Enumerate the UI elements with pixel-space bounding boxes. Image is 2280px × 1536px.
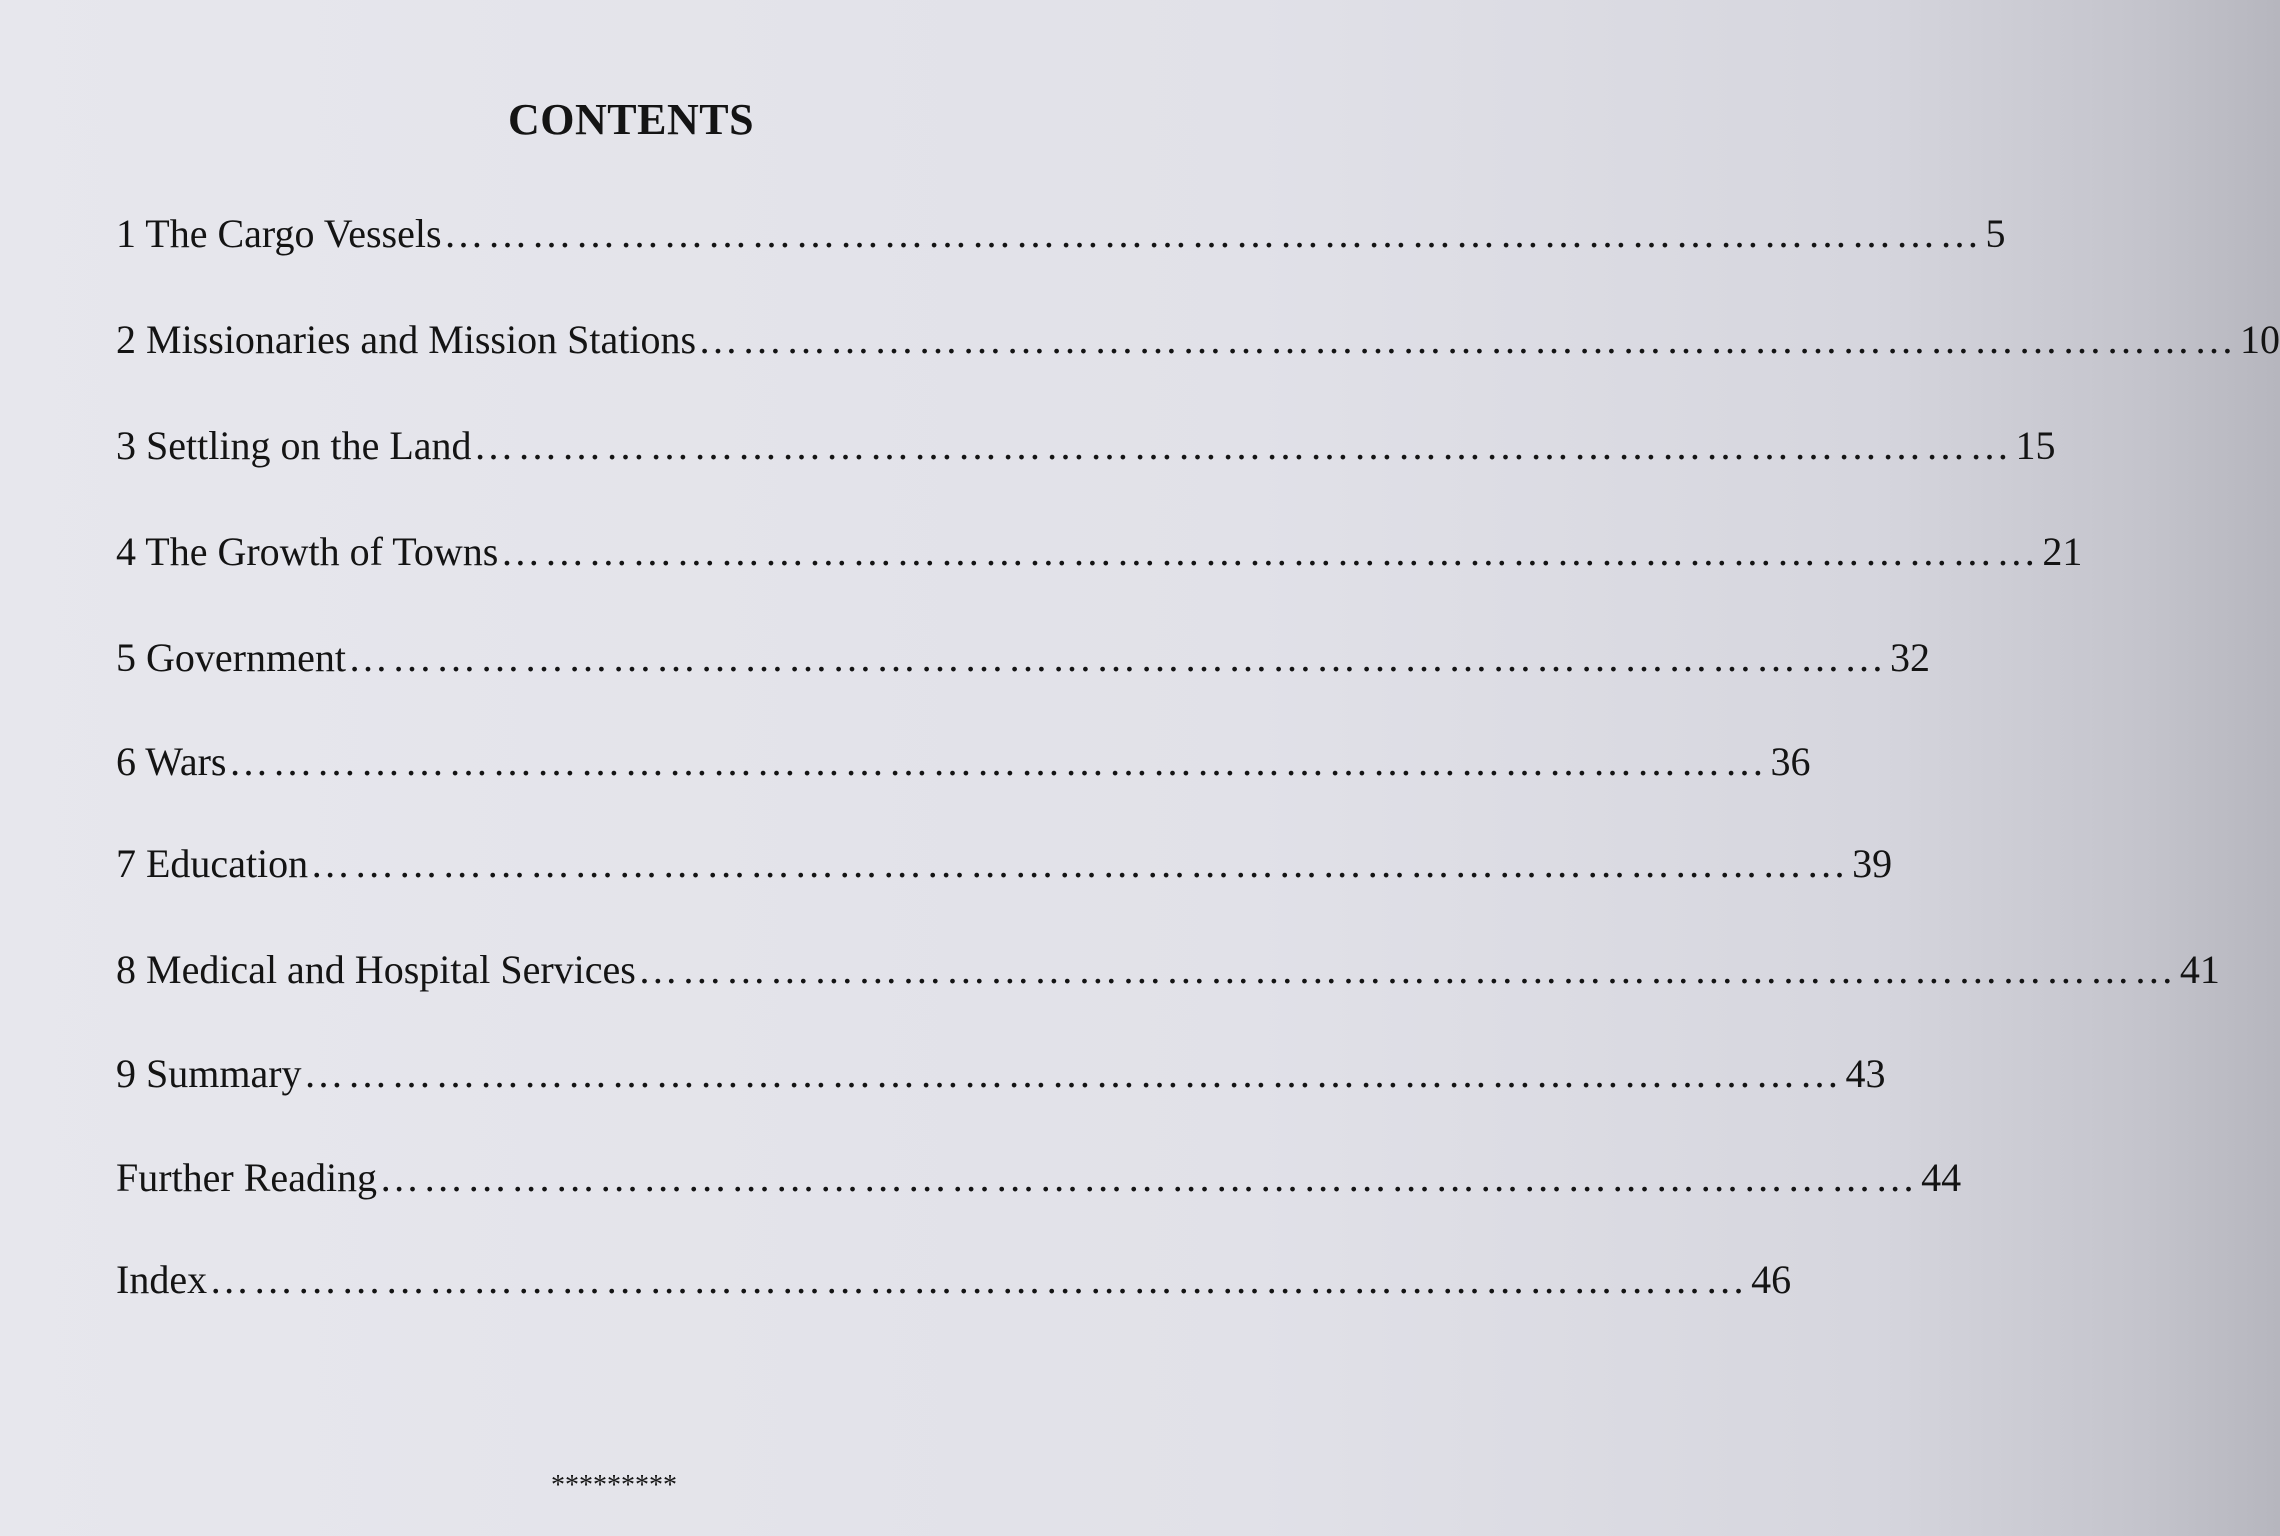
toc-entry-page: 43: [1845, 1051, 1886, 1096]
toc-leader-dots: ……………………………………………………………………………………………: [698, 317, 2239, 362]
toc-entry-page: 15: [2015, 423, 2056, 468]
toc-entry: [116, 632, 1930, 684]
toc-entry: [116, 838, 1893, 890]
toc-leader-dots: ……………………………………………………………………………………………: [443, 211, 1984, 256]
toc-entry-page: 41: [2179, 947, 2220, 992]
toc-entry-title: Index: [116, 1257, 208, 1302]
toc-entry-title: 9 Summary: [116, 1051, 302, 1096]
toc-entry-title: 3 Settling on the Land: [116, 423, 472, 468]
toc-leader-dots: ……………………………………………………………………………………………: [473, 423, 2014, 468]
toc-leader-dots: ……………………………………………………………………………………………: [303, 1051, 1844, 1096]
toc-leader-dots: ……………………………………………………………………………………………: [228, 739, 1769, 784]
toc-entry-title: 5 Government: [116, 635, 346, 680]
toc-entry: [116, 1254, 1792, 1306]
toc-entry-page: 5: [1985, 211, 2006, 256]
toc-entry: [116, 314, 2280, 366]
toc-entry-page: 36: [1770, 739, 1811, 784]
toc-leader-dots: ……………………………………………………………………………………………: [379, 1155, 1920, 1200]
toc-leader-dots: ……………………………………………………………………………………………: [347, 635, 1888, 680]
toc-entry-title: 7 Education: [116, 841, 309, 886]
toc-leader-dots: ……………………………………………………………………………………………: [310, 841, 1851, 886]
toc-entry: [116, 1048, 1886, 1100]
toc-entry-page: 32: [1889, 635, 1930, 680]
toc-leader-dots: ……………………………………………………………………………………………: [209, 1257, 1750, 1302]
toc-leader-dots: ……………………………………………………………………………………………: [500, 529, 2041, 574]
toc-entry-title: Further Reading: [116, 1155, 378, 1200]
toc-entry: [116, 526, 2083, 578]
toc-entry-title: 2 Missionaries and Mission Stations: [116, 317, 697, 362]
section-divider-stars: *********: [551, 1470, 677, 1501]
toc-entry-title: 4 The Growth of Towns: [116, 529, 499, 574]
toc-entry-page: 10: [2240, 317, 2280, 362]
toc-entry: [116, 944, 2220, 996]
toc-entry-title: 8 Medical and Hospital Services: [116, 947, 636, 992]
toc-entry: [116, 1152, 1962, 1204]
toc-leader-dots: ……………………………………………………………………………………………: [637, 947, 2178, 992]
toc-entry: [116, 208, 2006, 260]
toc-entry: [116, 420, 2056, 472]
toc-entry-page: 21: [2042, 529, 2083, 574]
toc-entry: [116, 736, 1811, 788]
contents-heading: CONTENTS: [508, 95, 755, 144]
toc-entry-page: 39: [1852, 841, 1893, 886]
toc-entry-page: 46: [1751, 1257, 1792, 1302]
toc-entry-title: 1 The Cargo Vessels: [116, 211, 442, 256]
toc-entry-page: 44: [1921, 1155, 1962, 1200]
toc-entry-title: 6 Wars: [116, 739, 227, 784]
